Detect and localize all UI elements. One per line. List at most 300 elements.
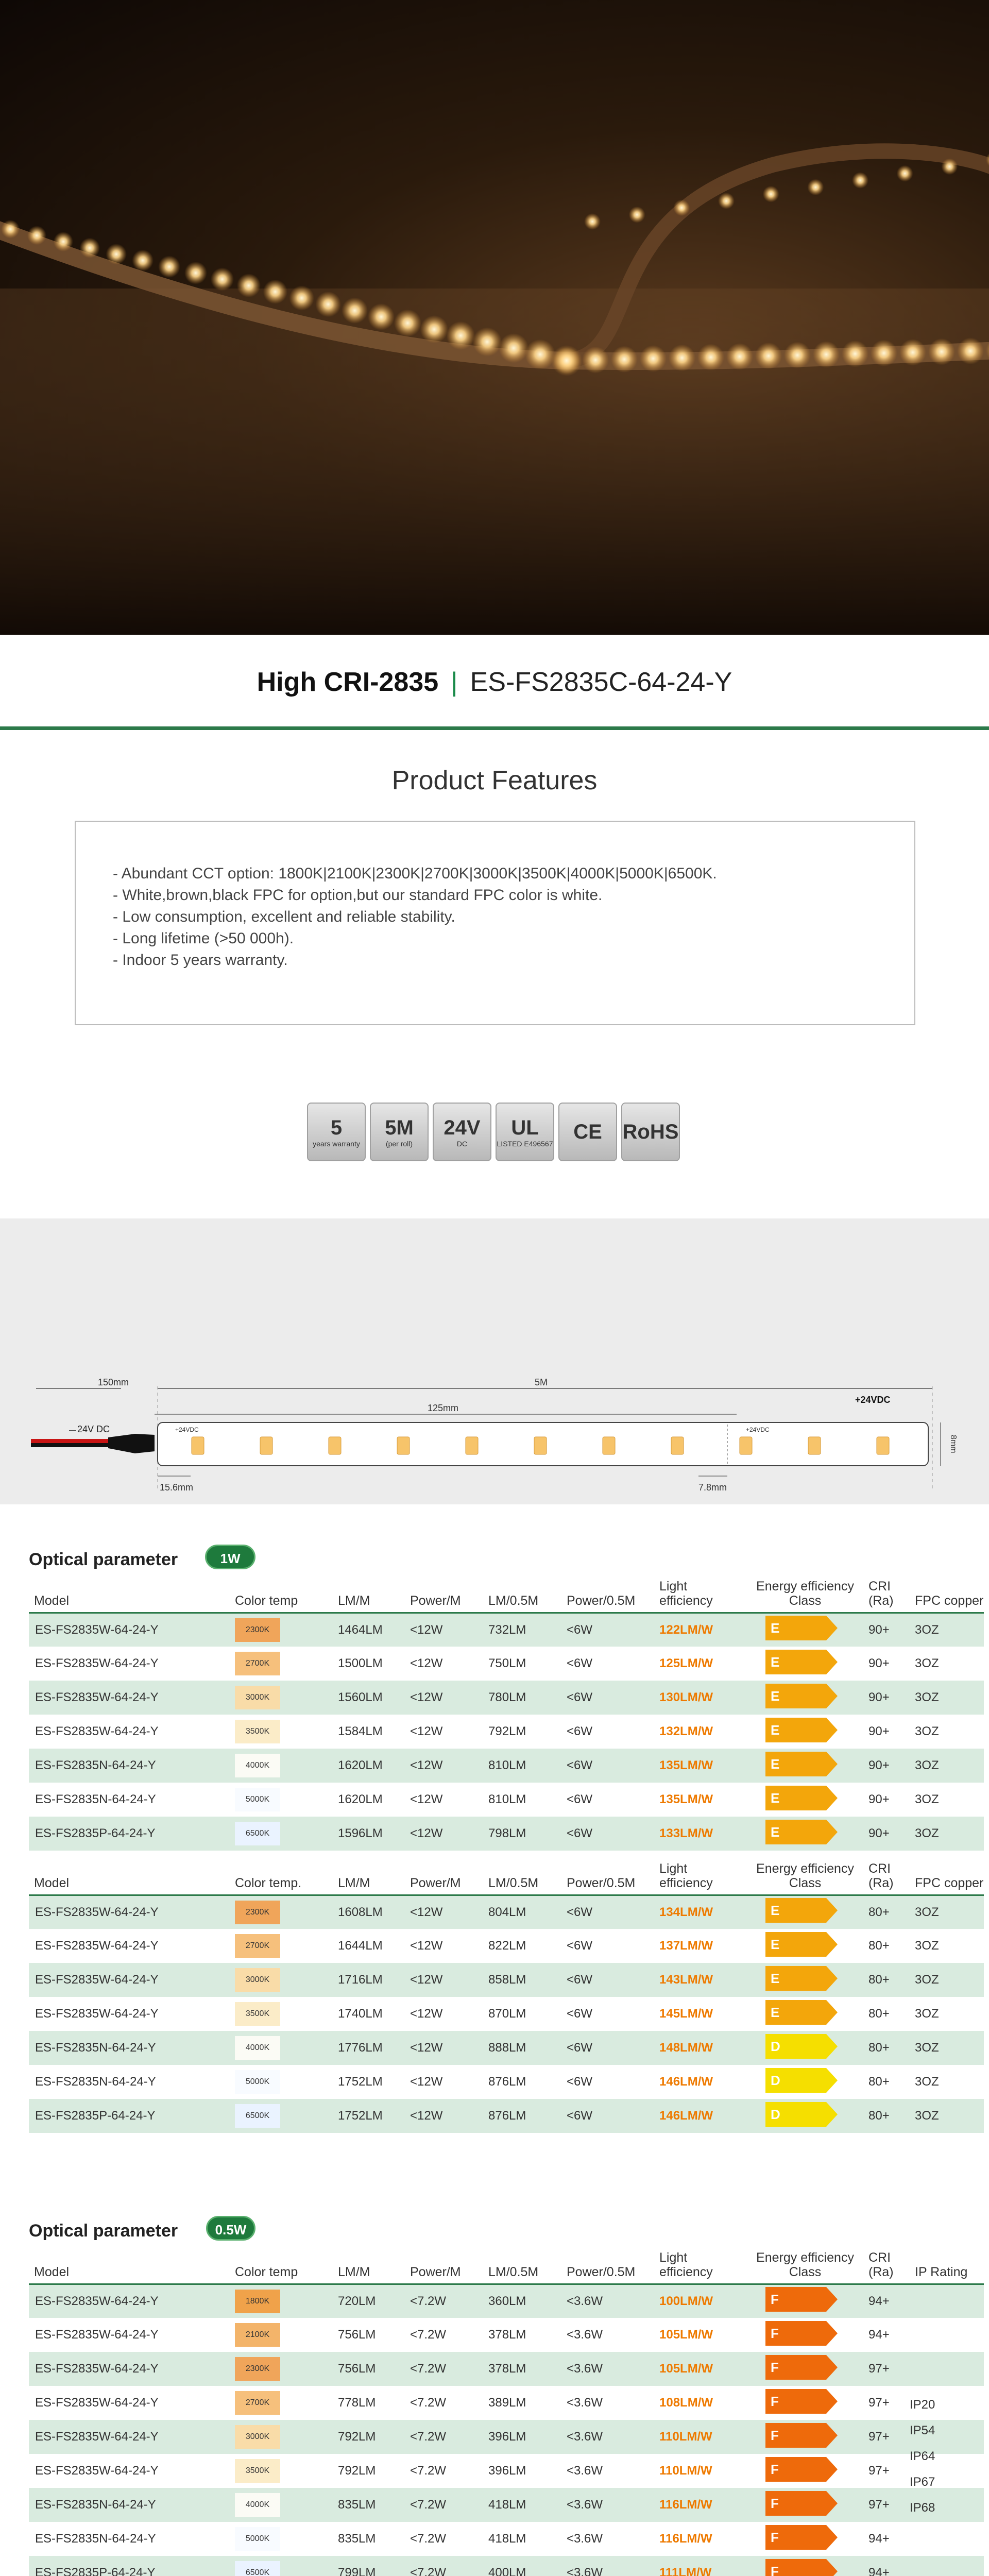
energy-class-arrow [765, 1718, 838, 1742]
certification-icons [307, 1103, 682, 1162]
pm-cell: <12W [410, 1656, 443, 1670]
feature-item: - White,brown,black FPC for option,but our standard FPC color is white. [113, 887, 603, 904]
color-temp-cell [235, 1749, 338, 1783]
power-badge: 0.5W [206, 2216, 255, 2241]
energy-class-arrow [765, 1616, 838, 1640]
pm-cell: <7.2W [410, 2532, 447, 2546]
table-row [29, 1681, 984, 1715]
color-temp-swatch: 2300K [235, 2357, 280, 2381]
led-chip [671, 1437, 684, 1454]
rohs-icon [621, 1103, 680, 1161]
fpc-cell: 3OZ [915, 1895, 984, 1929]
energy-class-letter: E [765, 2000, 826, 2025]
p5-cell: <6W [567, 1963, 659, 1997]
eff-cell: 135LM/W [659, 1749, 742, 1783]
eff-cell: 143LM/W [659, 1963, 742, 1997]
led-glow [871, 340, 897, 366]
ip-rating: IP68 [910, 2501, 935, 2515]
lmm-cell: 799LM [338, 2556, 410, 2576]
cri-cell: 94+ [868, 2328, 890, 2342]
feature-item: - Abundant CCT option: 1800K|2100K|2300K|2700K|3000K|3500K|4000K|5000K|6500K. [113, 865, 717, 882]
energy-class-cell [742, 1613, 868, 1647]
cri-cell: 80+ [868, 1963, 915, 1997]
column-header: LM/0.5M [488, 1577, 567, 1613]
model-cell: ES-FS2835W-64-24-Y [35, 2328, 159, 2342]
fpc-cell: 3OZ [915, 1724, 939, 1738]
fpc-cell: 3OZ [915, 2031, 984, 2065]
led-glow [553, 347, 580, 374]
column-header: Color temp [235, 2248, 338, 2284]
icon-main-text: 5M [385, 1116, 414, 1139]
pm-cell: <12W [410, 1895, 488, 1929]
column-header: LM/0.5M [488, 1859, 567, 1895]
cri-cell: 80+ [868, 2007, 890, 2021]
table-row [29, 1715, 984, 1749]
lm5-cell: 732LM [488, 1613, 567, 1647]
dim-150: 150mm [98, 1377, 129, 1387]
led-chip [466, 1437, 478, 1454]
ip-cell [915, 2556, 984, 2576]
cri-cell: 90+ [868, 1613, 915, 1647]
column-header: CRI (Ra) [868, 2248, 915, 2284]
feature-item: - Indoor 5 years warranty. [113, 952, 288, 969]
energy-class-arrow [765, 2034, 838, 2059]
color-temp-cell [235, 2420, 338, 2454]
lmm-cell: 1716LM [338, 1963, 410, 1997]
led-glow [106, 244, 127, 265]
feature-item: - Long lifetime (>50 000h). [113, 930, 294, 947]
energy-class-cell [742, 2386, 868, 2420]
led-glow [669, 345, 695, 371]
table-row [29, 1817, 984, 1851]
lmm-cell: 1644LM [338, 1939, 383, 1953]
energy-class-arrow [765, 2287, 838, 2312]
energy-class-cell [742, 1929, 868, 1963]
lm5-cell: 858LM [488, 1963, 567, 1997]
table-row [29, 1963, 984, 1997]
model-cell: ES-FS2835N-64-24-Y [29, 2031, 235, 2065]
led-glow [897, 165, 913, 182]
energy-class-letter: E [765, 1650, 826, 1674]
column-header: Power/M [410, 1859, 488, 1895]
eff-cell: 137LM/W [659, 1939, 713, 1953]
color-temp-cell [235, 2488, 338, 2522]
table-row [29, 2352, 984, 2386]
energy-class-cell [742, 2031, 868, 2065]
p5-cell: <6W [567, 1792, 593, 1806]
fpc-cell: 3OZ [915, 1792, 939, 1806]
energy-class-letter: E [765, 1616, 826, 1640]
led-chip [808, 1437, 821, 1454]
eff-cell: 122LM/W [659, 1613, 742, 1647]
lmm-cell: 778LM [338, 2396, 376, 2410]
eff-cell: 125LM/W [659, 1656, 713, 1670]
energy-class-cell [742, 1783, 868, 1817]
features-heading: Product Features [391, 766, 598, 795]
pm-cell: <12W [410, 1681, 488, 1715]
lm5-cell: 780LM [488, 1681, 567, 1715]
lm5-cell: 378LM [488, 2352, 567, 2386]
energy-class-letter: E [765, 1966, 826, 1991]
energy-class-letter: E [765, 1932, 826, 1957]
cri-cell: 94+ [868, 2284, 915, 2318]
lm5-cell: 400LM [488, 2556, 567, 2576]
energy-class-letter: E [765, 1752, 826, 1776]
lm5-cell: 418LM [488, 2532, 526, 2546]
model-cell: ES-FS2835P-64-24-Y [29, 2556, 235, 2576]
eff-cell: 111LM/W [659, 2556, 742, 2576]
energy-class-letter: E [765, 1786, 826, 1810]
led-glow [211, 267, 234, 291]
lmm-cell: 756LM [338, 2328, 376, 2342]
eff-cell: 134LM/W [659, 1895, 742, 1929]
led-glow [237, 274, 261, 297]
energy-class-letter: E [765, 1718, 826, 1742]
energy-class-arrow [765, 1820, 838, 1844]
energy-class-letter: F [765, 2287, 826, 2312]
p5-cell: <3.6W [567, 2532, 603, 2546]
ce-icon [558, 1103, 617, 1161]
led-glow [394, 309, 421, 336]
energy-class-letter: E [765, 1684, 826, 1708]
led-glow [842, 341, 868, 367]
energy-class-letter: F [765, 2525, 826, 2550]
column-header: LM/M [338, 1577, 410, 1613]
p5-cell: <3.6W [567, 2420, 659, 2454]
column-header: IP Rating [915, 2248, 984, 2284]
fpc-cell: 3OZ [915, 1613, 984, 1647]
p5-cell: <6W [567, 1613, 659, 1647]
led-chip [877, 1437, 889, 1454]
pm-cell: <12W [410, 2007, 443, 2021]
led-glow [755, 343, 782, 369]
color-temp-swatch: 2700K [235, 2391, 280, 2415]
fpc-cell: 3OZ [915, 2075, 939, 2089]
p5-cell: <6W [567, 2007, 593, 2021]
lmm-cell: 1620LM [338, 1749, 410, 1783]
pm-cell: <12W [410, 2099, 488, 2133]
pad-label-2: +24VDC [746, 1426, 770, 1433]
section-heading: Optical parameter [29, 1550, 178, 1569]
color-temp-cell [235, 1783, 338, 1817]
product-title [0, 666, 989, 699]
eff-cell: 116LM/W [659, 2488, 742, 2522]
color-temp-cell [235, 1613, 338, 1647]
model-cell: ES-FS2835W-64-24-Y [35, 2396, 159, 2410]
led-glow [629, 207, 645, 223]
energy-class-cell [742, 2284, 868, 2318]
eff-cell: 116LM/W [659, 2532, 712, 2546]
led-glow [784, 342, 811, 368]
led-glow [584, 213, 601, 230]
column-header: Power/0.5M [567, 1859, 659, 1895]
ip-rating: IP67 [910, 2475, 935, 2489]
optical-table-cri80 [29, 1859, 984, 2133]
cri-cell: 80+ [868, 1939, 890, 1953]
fpc-cell: 3OZ [915, 2007, 939, 2021]
lmm-cell: 1620LM [338, 1792, 383, 1806]
lm5-cell: 792LM [488, 1724, 526, 1738]
energy-class-cell [742, 2352, 868, 2386]
hero-image [0, 0, 989, 635]
ip-rating: IP54 [910, 2424, 935, 2437]
energy-class-cell [742, 1895, 868, 1929]
color-temp-cell [235, 1715, 338, 1749]
color-temp-swatch: 6500K [235, 2104, 280, 2128]
color-temp-cell [235, 1895, 338, 1929]
eff-cell: 146LM/W [659, 2099, 742, 2133]
energy-class-cell [742, 1997, 868, 2031]
model-cell: ES-FS2835W-64-24-Y [35, 2007, 159, 2021]
led-chip [397, 1437, 410, 1454]
led-glow [611, 346, 638, 372]
lmm-cell: 1560LM [338, 1681, 410, 1715]
ip-cell [915, 2318, 984, 2352]
lmm-cell: 1596LM [338, 1817, 410, 1851]
led-glow [1, 220, 20, 239]
title-bar [0, 635, 989, 733]
column-header: Power/M [410, 1577, 488, 1613]
optical-section-0-5w [0, 2207, 989, 2576]
led-glow [807, 179, 824, 195]
p5-cell: <6W [567, 2031, 659, 2065]
energy-class-arrow [765, 1966, 838, 1991]
lmm-cell: 792LM [338, 2464, 376, 2478]
lm5-cell: 804LM [488, 1895, 567, 1929]
led-glow [525, 339, 555, 369]
lmm-cell: 835LM [338, 2488, 410, 2522]
energy-class-letter: F [765, 2457, 826, 2482]
pad-label-1: +24VDC [175, 1426, 199, 1433]
column-header: CRI (Ra) [868, 1577, 915, 1613]
model-cell: ES-FS2835W-64-24-Y [29, 1613, 235, 1647]
led-chip [603, 1437, 615, 1454]
energy-class-cell [742, 1749, 868, 1783]
pm-cell: <7.2W [410, 2284, 488, 2318]
ip-cell [915, 2522, 984, 2556]
energy-class-arrow [765, 1684, 838, 1708]
pm-cell: <12W [410, 2031, 488, 2065]
fpc-cell: 3OZ [915, 1963, 984, 1997]
led-glow [368, 303, 395, 330]
eff-cell: 110LM/W [659, 2464, 712, 2478]
lm5-cell: 389LM [488, 2396, 526, 2410]
energy-class-cell [742, 1681, 868, 1715]
cri-cell: 94+ [868, 2532, 890, 2546]
color-temp-cell [235, 1817, 338, 1851]
led-glow [726, 343, 753, 370]
led-glow [27, 226, 46, 245]
led-glow [289, 285, 314, 311]
lm5-cell: 360LM [488, 2284, 567, 2318]
energy-class-letter: F [765, 2491, 826, 2516]
features-box [75, 821, 915, 1025]
cri-cell: 90+ [868, 1724, 890, 1738]
pm-cell: <12W [410, 1792, 443, 1806]
table-row [29, 2284, 984, 2318]
lm5-cell: 870LM [488, 2007, 526, 2021]
table-row [29, 2556, 984, 2576]
energy-class-letter: F [765, 2355, 826, 2380]
column-header: Power/0.5M [567, 2248, 659, 2284]
table-row [29, 1929, 984, 1963]
energy-class-letter: E [765, 1820, 826, 1844]
lmm-cell: 792LM [338, 2420, 410, 2454]
pm-cell: <7.2W [410, 2556, 488, 2576]
column-header: Power/M [410, 2248, 488, 2284]
color-temp-swatch: 2100K [235, 2323, 280, 2347]
lm5-cell: 876LM [488, 2075, 526, 2089]
energy-class-arrow [765, 1650, 838, 1674]
p5-cell: <6W [567, 2075, 593, 2089]
cri-cell: 97+ [868, 2464, 890, 2478]
color-temp-cell [235, 1963, 338, 1997]
color-temp-cell [235, 2454, 338, 2488]
column-header: LM/M [338, 1859, 410, 1895]
led-glow [447, 321, 475, 350]
table-row [29, 2522, 984, 2556]
lmm-cell: 720LM [338, 2284, 410, 2318]
energy-class-cell [742, 1817, 868, 1851]
ip-rating: IP64 [910, 2449, 935, 2463]
column-header: Model [29, 1577, 235, 1613]
model-cell: ES-FS2835N-64-24-Y [35, 2532, 156, 2546]
cri-cell: 97+ [868, 2352, 915, 2386]
title-separator: | [451, 667, 458, 697]
fpc-cell: 3OZ [915, 1939, 939, 1953]
cri-cell: 97+ [868, 2488, 915, 2522]
p5-cell: <6W [567, 1724, 593, 1738]
column-header: Color temp [235, 1577, 338, 1613]
p5-cell: <3.6W [567, 2284, 659, 2318]
eff-cell: 132LM/W [659, 1724, 713, 1738]
model-code: ES-FS2835C-64-24-Y [470, 667, 732, 697]
model-cell: ES-FS2835N-64-24-Y [29, 2488, 235, 2522]
pm-cell: <7.2W [410, 2464, 447, 2478]
column-header: Light efficiency [659, 1859, 742, 1895]
pm-cell: <7.2W [410, 2396, 447, 2410]
led-glow [928, 338, 955, 365]
cri-cell: 80+ [868, 1895, 915, 1929]
led-glow [472, 327, 502, 357]
lm5-cell: 810LM [488, 1792, 526, 1806]
energy-class-arrow [765, 2525, 838, 2550]
color-temp-swatch: 3000K [235, 1686, 280, 1709]
cri-cell: 97+ [868, 2396, 890, 2410]
strip-drawing [0, 1218, 989, 1504]
energy-class-arrow [765, 2423, 838, 2448]
pm-cell: <12W [410, 1817, 488, 1851]
column-header: Energy efficiency Class [742, 1859, 868, 1895]
column-header: Light efficiency [659, 1577, 742, 1613]
color-temp-swatch: 6500K [235, 1822, 280, 1845]
energy-class-arrow [765, 1786, 838, 1810]
eff-cell: 110LM/W [659, 2420, 742, 2454]
led-glow [315, 292, 341, 317]
table-row [29, 1783, 984, 1817]
fpc-cell: 3OZ [915, 1817, 984, 1851]
energy-class-letter: F [765, 2559, 826, 2576]
p5-cell: <6W [567, 2099, 659, 2133]
color-temp-cell [235, 2284, 338, 2318]
model-cell: ES-FS2835W-64-24-Y [35, 1724, 159, 1738]
ip-cell [915, 2352, 984, 2386]
cri-cell: 90+ [868, 1749, 915, 1783]
pm-cell: <12W [410, 1724, 443, 1738]
optical-table-0-5w [29, 2248, 984, 2576]
led-glow [499, 333, 528, 363]
table-row [29, 2488, 984, 2522]
lm5-cell: 798LM [488, 1817, 567, 1851]
pm-cell: <12W [410, 1749, 488, 1783]
color-temp-cell [235, 2352, 338, 2386]
model-cell: ES-FS2835W-64-24-Y [35, 1939, 159, 1953]
eff-cell: 135LM/W [659, 1792, 713, 1806]
lmm-cell: 1464LM [338, 1613, 410, 1647]
energy-class-cell [742, 2318, 868, 2352]
energy-class-arrow [765, 2000, 838, 2025]
led-chip [260, 1437, 272, 1454]
icon-main-text: RoHS [622, 1120, 679, 1143]
color-temp-cell [235, 1647, 338, 1681]
led-chip [329, 1437, 341, 1454]
table-row [29, 2099, 984, 2133]
color-temp-cell [235, 1681, 338, 1715]
ip-rating-list [910, 2392, 935, 2521]
energy-class-letter: D [765, 2034, 826, 2059]
led-glow [640, 345, 667, 372]
lmm-cell: 1776LM [338, 2031, 410, 2065]
p5-cell: <6W [567, 1817, 659, 1851]
pm-cell: <12W [410, 1613, 488, 1647]
lmm-cell: 1752LM [338, 2075, 383, 2089]
dim-156: 15.6mm [160, 1482, 194, 1493]
color-temp-swatch: 5000K [235, 2527, 280, 2551]
model-cell: ES-FS2835W-64-24-Y [29, 1681, 235, 1715]
color-temp-cell [235, 2065, 338, 2099]
cri-cell: 90+ [868, 1792, 890, 1806]
energy-class-letter: D [765, 2068, 826, 2093]
model-cell: ES-FS2835W-64-24-Y [29, 1895, 235, 1929]
model-cell: ES-FS2835W-64-24-Y [35, 2464, 159, 2478]
section-heading: Optical parameter [29, 2221, 178, 2241]
color-temp-cell [235, 1997, 338, 2031]
power-badge: 1W [205, 1545, 255, 1569]
lm5-cell: 396LM [488, 2420, 567, 2454]
led-glow [132, 250, 154, 272]
optical-table-cri90 [29, 1577, 984, 1851]
color-temp-swatch: 2700K [235, 1652, 280, 1675]
color-temp-swatch: 3500K [235, 2002, 280, 2026]
p5-cell: <6W [567, 1939, 593, 1953]
table-row [29, 1895, 984, 1929]
model-cell: ES-FS2835W-64-24-Y [29, 2420, 235, 2454]
led-glow [342, 297, 368, 324]
voltage-icon [433, 1103, 491, 1161]
p5-cell: <6W [567, 1681, 659, 1715]
table-row [29, 1613, 984, 1647]
color-temp-swatch: 2300K [235, 1618, 280, 1642]
fpc-cell: 3OZ [915, 1749, 984, 1783]
color-temp-swatch: 5000K [235, 2070, 280, 2094]
led-glow [899, 339, 926, 366]
dim-78: 7.8mm [698, 1482, 727, 1493]
column-header: Energy efficiency Class [742, 2248, 868, 2284]
model-cell: ES-FS2835W-64-24-Y [29, 2284, 235, 2318]
led-glow [158, 256, 180, 278]
icon-main-text: UL [511, 1116, 539, 1139]
icon-sub-text: years warranty [313, 1139, 360, 1148]
